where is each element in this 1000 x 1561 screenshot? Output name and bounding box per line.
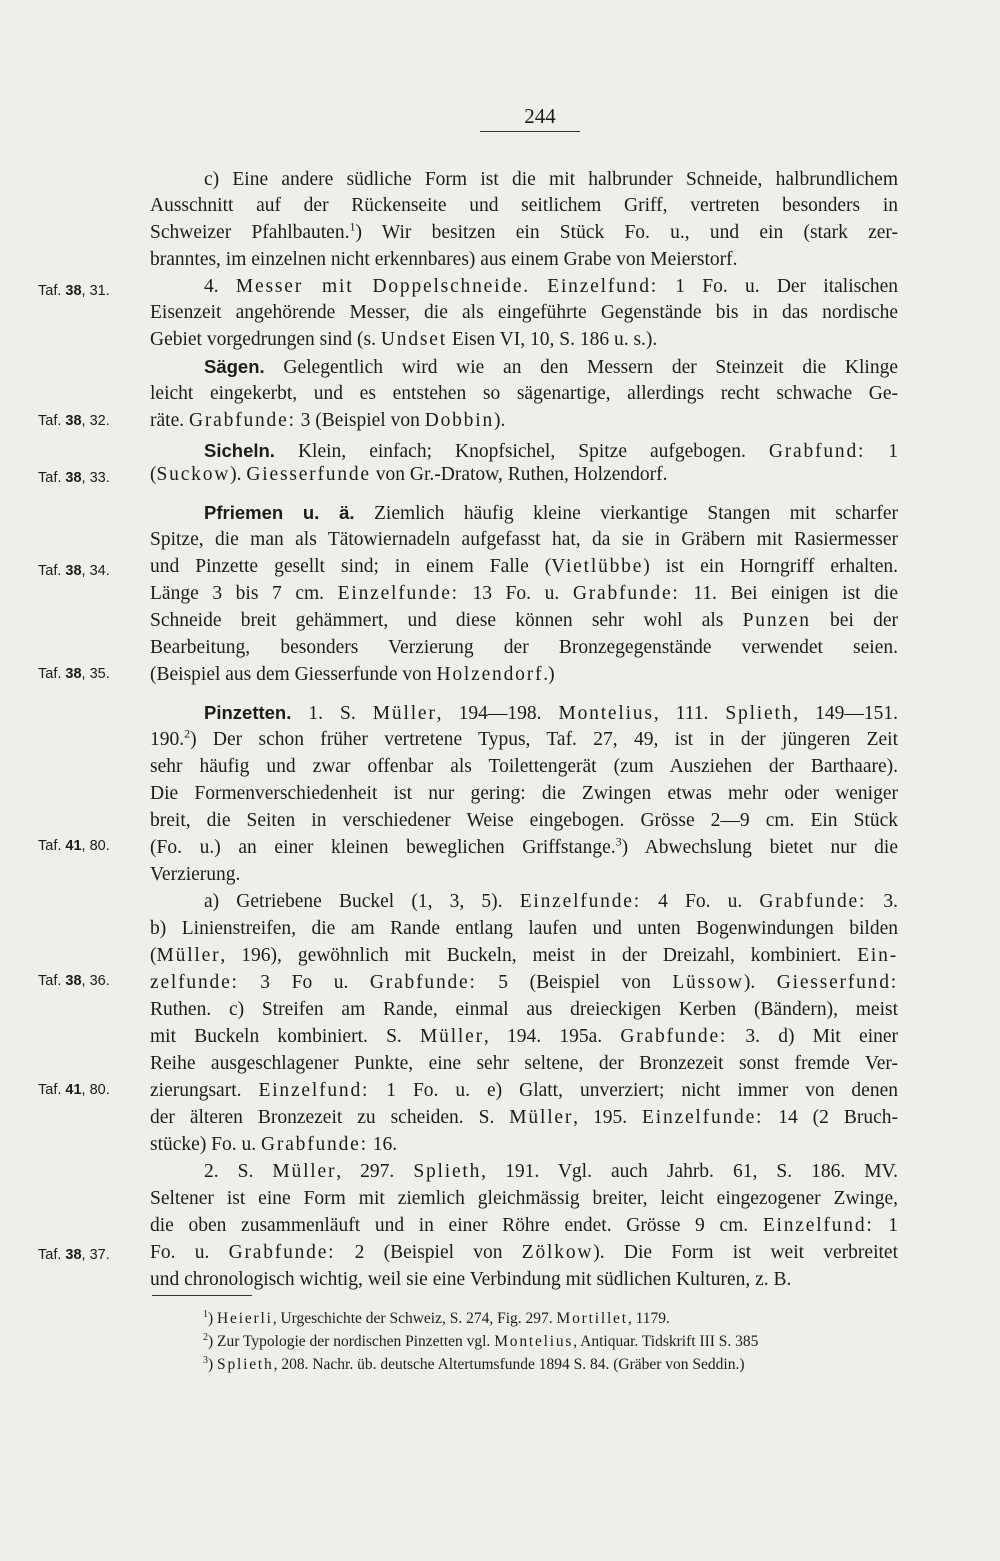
plate-reference xyxy=(38,411,110,431)
text-line xyxy=(150,996,898,1023)
text-run: Bearbeitung, besonders Verzierung der Bronzegegenstände verwendet seien. xyxy=(150,637,898,658)
text-run: Gelegentlich wird wie an den Messern der Steinzeit die Klinge xyxy=(264,357,898,378)
spaced-emphasis: Splieth xyxy=(725,703,794,724)
text-line xyxy=(204,273,898,300)
spaced-emphasis: Einzelfunde: xyxy=(519,891,641,912)
spaced-emphasis: Giesserfund: xyxy=(776,972,898,993)
text-run: Verzierung. xyxy=(150,864,241,885)
text-run: , 191. Vgl. auch Jahrb. 61, S. 186. MV. xyxy=(481,1161,899,1182)
text-run: 1 Fo. u. e) Glatt, unverziert; nicht immer von denen xyxy=(369,1080,898,1101)
text-run: 14 (2 Bruch- xyxy=(763,1107,898,1128)
spaced-emphasis: zelfunde: xyxy=(150,972,239,993)
text-line xyxy=(150,1077,898,1104)
text-run: räte. xyxy=(150,410,189,431)
text-line xyxy=(204,437,898,464)
spaced-emphasis: Grabfunde: xyxy=(369,972,477,993)
text-line xyxy=(150,326,898,353)
text-run: sehr häufig und zwar offenbar als Toilettengerät (zum Ausziehen der Barthaare). xyxy=(150,756,898,777)
text-run: 13 Fo. u. xyxy=(458,583,573,604)
text-run: 3 (Beispiel von xyxy=(295,410,425,431)
text-run: (Beispiel aus dem Giesserfunde von xyxy=(150,664,437,685)
text-run: Gebiet vorgedrungen sind (s. xyxy=(150,329,381,350)
figure-number: , 33. xyxy=(81,470,110,486)
text-line xyxy=(204,888,898,915)
section-heading: Pinzetten. xyxy=(204,702,292,723)
text-run: zierungsart. xyxy=(150,1080,259,1101)
text-run: Klein, einfach; Knopfsichel, Spitze aufgebogen. xyxy=(274,441,769,462)
text-run: , 194. 195a. xyxy=(483,1026,621,1047)
text-line xyxy=(150,461,898,488)
text-run: ( xyxy=(150,464,157,485)
section-heading: Pfriemen u. ä. xyxy=(204,502,355,523)
text-line xyxy=(204,353,898,380)
text-line xyxy=(150,553,898,580)
plate-label: Taf. xyxy=(38,283,66,299)
spaced-emphasis: Müller xyxy=(272,1161,337,1182)
text-line xyxy=(150,380,898,407)
spaced-emphasis: Messer mit Doppelschneide. xyxy=(235,276,530,297)
plate-number: 38 xyxy=(65,563,82,579)
spaced-emphasis: Grabfunde: xyxy=(188,410,296,431)
text-line xyxy=(150,192,898,219)
text-run: , 194—198. xyxy=(436,703,559,724)
spaced-emphasis: Mortillet xyxy=(556,1310,628,1327)
text-run: , Antiquar. Tidskrift III S. 385 xyxy=(573,1333,759,1350)
spaced-emphasis: Einzelfund: xyxy=(762,1215,874,1236)
spaced-emphasis: Grabfunde: xyxy=(620,1026,728,1047)
text-line xyxy=(150,580,898,607)
text-run: ). xyxy=(230,464,247,485)
spaced-emphasis: Einzelfund: xyxy=(258,1080,370,1101)
text-run: mit Buckeln kombiniert. S. xyxy=(150,1026,421,1047)
footnote-mark: 1 xyxy=(203,1308,208,1320)
plate-number: 38 xyxy=(65,470,82,486)
text-line xyxy=(150,1023,898,1050)
text-line xyxy=(150,753,898,780)
text-run: (Fo. u.) an einer kleinen beweglichen Griffstange. xyxy=(150,837,616,858)
text-line xyxy=(150,915,898,942)
text-run: 3 Fo u. xyxy=(238,972,370,993)
plate-label: Taf. xyxy=(38,470,66,486)
footnote-mark: 3 xyxy=(203,1354,208,1366)
text-run xyxy=(530,276,547,297)
text-run: ) Der schon früher vertretene Typus, Taf. 27, 49, ist in der jüngeren Zeit xyxy=(190,729,898,750)
footnote-reference: 3 xyxy=(615,834,622,849)
plate-reference xyxy=(38,836,110,856)
spaced-emphasis: Splieth xyxy=(217,1356,274,1373)
footnote: $^1$) Heierli, Urgeschichte der Schweiz, S. 274, Fig. 297. Mortillet, 1179. xyxy=(203,1308,670,1327)
text-run: , 195. xyxy=(573,1107,643,1128)
text-run: Eisenzeit angehörende Messer, die als eingeführte Gegenstände bis in das nordische xyxy=(150,302,898,323)
text-line xyxy=(150,407,898,434)
text-run: 4 Fo. u. xyxy=(640,891,760,912)
plate-reference xyxy=(38,971,110,991)
spaced-emphasis: Splieth xyxy=(413,1161,482,1182)
plate-number: 41 xyxy=(65,1082,82,1098)
text-line xyxy=(204,699,898,726)
footnote-reference: 2 xyxy=(184,726,191,741)
spaced-emphasis: Vietlübbe xyxy=(551,556,644,577)
text-line xyxy=(150,661,898,688)
text-run: 5 (Beispiel von xyxy=(476,972,673,993)
plate-number: 38 xyxy=(65,413,82,429)
text-line xyxy=(150,1104,898,1131)
text-run: 2. S. xyxy=(204,1161,273,1182)
spaced-emphasis: Montelius xyxy=(558,703,654,724)
spaced-emphasis: Müller xyxy=(509,1107,574,1128)
text-run: Ziemlich häufig kleine vierkantige Stangen mit scharfer xyxy=(354,503,898,524)
text-line xyxy=(150,780,898,807)
spaced-emphasis: Lüssow xyxy=(672,972,744,993)
spaced-emphasis: Giesserfunde xyxy=(246,464,371,485)
spaced-emphasis: Grabfund: xyxy=(768,441,866,462)
figure-number: , 36. xyxy=(81,973,110,989)
footnote-mark: 2 xyxy=(203,1331,208,1343)
text-run: 16. xyxy=(367,1134,398,1155)
spaced-emphasis: Montelius xyxy=(494,1333,574,1350)
plate-reference xyxy=(38,664,110,684)
spaced-emphasis: Einzelfunde: xyxy=(642,1107,764,1128)
text-run: , 149—151. xyxy=(793,703,899,724)
text-line xyxy=(150,834,898,861)
text-run: , 297. xyxy=(336,1161,414,1182)
spaced-emphasis: Suckow xyxy=(156,464,231,485)
plate-label: Taf. xyxy=(38,666,66,682)
text-line xyxy=(150,1131,898,1158)
footnote: $^2$) Zur Typologie der nordischen Pinzetten vgl. Montelius, Antiquar. Tidskrift III S. 385 xyxy=(203,1331,759,1350)
text-run: ) Abwechslung bietet nur die xyxy=(621,837,899,858)
plate-number: 38 xyxy=(65,666,82,682)
spaced-emphasis: Grabfunde: xyxy=(261,1134,368,1155)
section-heading: Sägen. xyxy=(204,356,265,377)
footnote: $^3$) Splieth, 208. Nachr. üb. deutsche Altertumsfunde 1894 S. 84. (Gräber von Seddin.) xyxy=(203,1354,745,1373)
text-run: 1 Fo. u. Der italischen xyxy=(658,276,899,297)
plate-reference xyxy=(38,281,110,301)
text-run: Reihe ausgeschlagener Punkte, eine sehr seltene, der Bronzezeit sonst fremde Ver- xyxy=(150,1053,898,1074)
text-line xyxy=(150,1050,898,1077)
spaced-emphasis: Grabfunde: xyxy=(228,1242,336,1263)
spaced-emphasis: Ein- xyxy=(857,945,898,966)
plate-label: Taf. xyxy=(38,838,66,854)
text-run: und Pinzette gesellt sind; in einem Falle ( xyxy=(150,556,552,577)
text-line xyxy=(150,607,898,634)
text-run: Länge 3 bis 7 cm. xyxy=(150,583,338,604)
figure-number: , 37. xyxy=(81,1247,110,1263)
text-run: Eisen VI, 10, S. 186 u. s.). xyxy=(446,329,658,350)
text-run: 3. d) Mit einer xyxy=(727,1026,899,1047)
text-run: c) Eine andere südliche Form ist die mit halbrunder Schneide, halbrundlichem xyxy=(204,169,898,190)
text-run: ). xyxy=(494,410,506,431)
plate-reference xyxy=(38,1080,110,1100)
text-run: , 1179. xyxy=(627,1310,670,1327)
spaced-emphasis: Heierli xyxy=(217,1310,273,1327)
text-line xyxy=(150,526,898,553)
text-run: branntes, im einzelnen nicht erkennbares) aus einem Grabe von Meierstorf. xyxy=(150,249,738,270)
text-line xyxy=(150,634,898,661)
text-run: ). Die Form ist weit verbreitet xyxy=(593,1242,898,1263)
text-run: Ruthen. c) Streifen am Rande, einmal aus dreieckigen Kerben (Bändern), meist xyxy=(150,999,898,1020)
figure-number: , 34. xyxy=(81,563,110,579)
text-run: 1 xyxy=(873,1215,898,1236)
text-line xyxy=(150,1239,898,1266)
text-line xyxy=(150,299,898,326)
text-line xyxy=(150,1185,898,1212)
figure-number: , 32. xyxy=(81,413,110,429)
text-run: b) Linienstreifen, die am Rande entlang laufen und unten Bogenwindungen bilden xyxy=(150,918,898,939)
text-line xyxy=(150,861,898,888)
plate-label: Taf. xyxy=(38,563,66,579)
plate-number: 38 xyxy=(65,1247,82,1263)
figure-number: , 35. xyxy=(81,666,110,682)
page-number: 244 xyxy=(524,104,556,128)
text-run: die oben zusammenläuft und in einer Röhre endet. Grösse 9 cm. xyxy=(150,1215,763,1236)
text-run: ) ist ein Horngriff erhalten. xyxy=(643,556,898,577)
text-run: , Urgeschichte der Schweiz, S. 274, Fig. 297. xyxy=(272,1310,557,1327)
text-line xyxy=(150,1212,898,1239)
plate-reference xyxy=(38,468,110,488)
plate-label: Taf. xyxy=(38,1247,66,1263)
text-run: stücke) Fo. u. xyxy=(150,1134,262,1155)
text-run: Seltener ist eine Form mit ziemlich gleichmässig breiter, leicht eingezogener Zwinge, xyxy=(150,1188,898,1209)
section-heading: Sicheln. xyxy=(204,440,275,461)
text-run: Die Formenverschiedenheit ist nur gering: die Zwingen etwas mehr oder weniger xyxy=(150,783,898,804)
text-run: ) Wir besitzen ein Stück Fo. u., und ein (stark zer- xyxy=(355,222,898,243)
text-run: Ausschnitt auf der Rückenseite und seitlichem Griff, vertreten besonders in xyxy=(150,195,898,216)
text-run: von Gr.-Dratow, Ruthen, Holzendorf. xyxy=(370,464,668,485)
text-line xyxy=(150,1266,898,1293)
text-run: 11. Bei einigen ist die xyxy=(679,583,898,604)
text-run: 3. xyxy=(866,891,898,912)
plate-number: 38 xyxy=(65,283,82,299)
spaced-emphasis: Punzen xyxy=(742,610,811,631)
text-run: bei der xyxy=(810,610,898,631)
text-run: Zur Typologie der nordischen Pinzetten vgl. xyxy=(217,1333,495,1350)
text-run: 1. S. xyxy=(291,703,373,724)
spaced-emphasis: Holzendorf xyxy=(436,664,544,685)
spaced-emphasis: Zölkow xyxy=(521,1242,594,1263)
text-run: breit, die Seiten in verschiedener Weise eingebogen. Grösse 2—9 cm. Ein Stück xyxy=(150,810,898,831)
plate-label: Taf. xyxy=(38,1082,66,1098)
plate-label: Taf. xyxy=(38,973,66,989)
plate-label: Taf. xyxy=(38,413,66,429)
text-line xyxy=(204,166,898,193)
figure-number: , 31. xyxy=(81,283,110,299)
spaced-emphasis: Einzelfund: xyxy=(547,276,659,297)
text-line xyxy=(150,969,898,996)
text-run: und chronologisch wichtig, weil sie eine Verbindung mit südlichen Kulturen, z. B. xyxy=(150,1269,792,1290)
text-run: , 111. xyxy=(653,703,726,724)
text-run: ( xyxy=(150,945,157,966)
text-line xyxy=(150,726,898,753)
plate-reference xyxy=(38,1245,110,1265)
page-number-rule xyxy=(480,131,580,132)
text-run: Schneide breit gehämmert, und diese können sehr wohl als xyxy=(150,610,743,631)
footnote-reference: 1 xyxy=(349,219,356,234)
text-run: 2 (Beispiel von xyxy=(335,1242,522,1263)
text-run: 1 xyxy=(865,441,898,462)
text-line xyxy=(150,942,898,969)
spaced-emphasis: Grabfunde: xyxy=(572,583,680,604)
text-run: der älteren Bronzezeit zu scheiden. S. xyxy=(150,1107,510,1128)
text-run: Schweizer Pfahlbauten. xyxy=(150,222,350,243)
text-run: 190. xyxy=(150,729,185,750)
figure-number: , 80. xyxy=(81,838,110,854)
spaced-emphasis: Müller xyxy=(156,945,221,966)
text-run: Fo. u. xyxy=(150,1242,229,1263)
figure-number: , 80. xyxy=(81,1082,110,1098)
spaced-emphasis: Dobbin xyxy=(424,410,495,431)
text-run: Spitze, die man als Tätowiernadeln aufgefasst hat, da sie in Gräbern mit Rasiermesser xyxy=(150,529,898,550)
spaced-emphasis: Undset xyxy=(380,329,447,350)
text-line xyxy=(150,807,898,834)
plate-reference xyxy=(38,561,110,581)
text-run: , 208. Nachr. üb. deutsche Altertumsfunde 1894 S. 84. (Gräber von Seddin.) xyxy=(273,1356,745,1373)
text-line xyxy=(150,219,898,246)
text-line xyxy=(150,246,898,273)
text-run: ). xyxy=(743,972,777,993)
spaced-emphasis: Einzelfunde: xyxy=(337,583,459,604)
text-run: a) Getriebene Buckel (1, 3, 5). xyxy=(204,891,520,912)
spaced-emphasis: Müller xyxy=(420,1026,484,1047)
text-run: 4. xyxy=(204,276,236,297)
spaced-emphasis: Grabfunde: xyxy=(759,891,867,912)
text-line xyxy=(204,1158,898,1185)
plate-number: 41 xyxy=(65,838,82,854)
text-run: , 196), gewöhnlich mit Buckeln, meist in der Dreizahl, kombiniert. xyxy=(220,945,858,966)
footnote-rule xyxy=(152,1295,252,1296)
text-run: leicht eingekerbt, und es entstehen so sägenartige, allerdings recht schwache Ge- xyxy=(150,383,898,404)
text-run: .) xyxy=(543,664,555,685)
text-line xyxy=(204,499,898,526)
plate-number: 38 xyxy=(65,973,82,989)
spaced-emphasis: Müller xyxy=(372,703,437,724)
